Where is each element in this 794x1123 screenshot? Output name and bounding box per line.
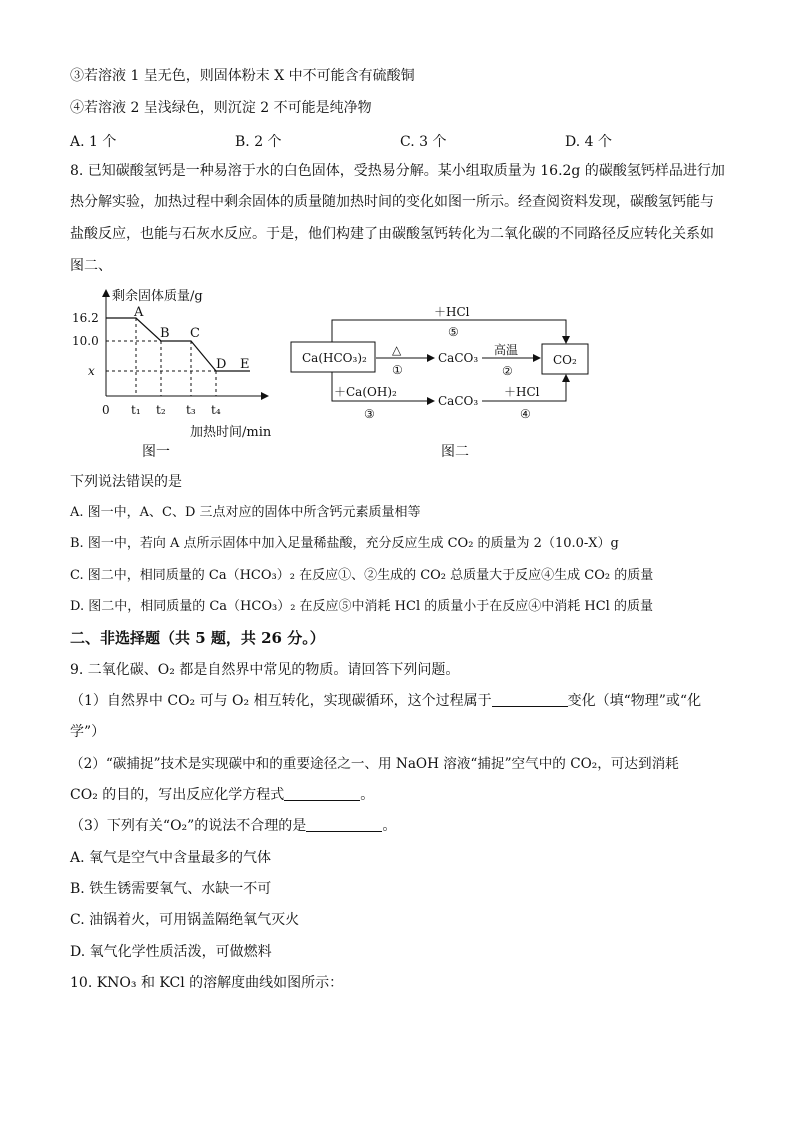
xtick-t1: t₁	[131, 403, 141, 417]
q8-stem-line-3: 盐酸反应，也能与石灰水反应。于是，他们构建了由碳酸氢钙转化为二氧化碳的不同路径反应转化关系如	[70, 226, 714, 242]
svg-text:Ca(HCO₃)₂: Ca(HCO₃)₂	[302, 351, 367, 365]
r2-condition: 高温	[494, 343, 519, 357]
caco3-lower: CaCO₃	[438, 394, 479, 408]
q9-part-1: （1）自然界中 CO₂ 可与 O₂ 相互转化，实现碳循环，这个过程属于 变化（填“物理”或“化	[70, 693, 702, 709]
point-a: A	[134, 305, 144, 320]
q7-option-d: D. 4 个	[565, 134, 612, 150]
r3-number: ③	[364, 407, 375, 421]
r5-condition: ＋HCl	[434, 305, 470, 319]
q9-option-b: B. 铁生锈需要氧气、水缺一不可	[70, 881, 272, 897]
origin-label: 0	[102, 403, 110, 417]
ytick-10-0: 10.0	[72, 334, 99, 348]
figure-2-diagram	[288, 298, 608, 430]
q8-stem-line-4: 图二、	[70, 258, 112, 274]
caco3-upper: CaCO₃	[438, 351, 479, 365]
q8-stem-line-1: 8. 已知碳酸氢钙是一种易溶于水的白色固体，受热易分解。某小组取质量为 16.2g 的碳酸氢钙样品进行加	[70, 163, 725, 179]
r1-number: ①	[392, 363, 403, 377]
ytick-x: x	[88, 364, 95, 378]
q8-option-a: A. 图一中，A、C、D 三点对应的固体中所含钙元素质量相等	[70, 505, 421, 520]
q7-statement-3: ③若溶液 1 呈无色，则固体粉末 X 中不可能含有硫酸铜	[70, 68, 415, 84]
q10-stem: 10. KNO₃ 和 KCl 的溶解度曲线如图所示：	[70, 975, 344, 991]
q7-statement-4: ④若溶液 2 呈浅绿色，则沉淀 2 不可能是纯净物	[70, 100, 372, 116]
q7-option-c: C. 3 个	[400, 134, 447, 150]
svg-text:CO₂: CO₂	[553, 353, 577, 367]
figure-1-graph	[68, 282, 288, 444]
figure-1-caption: 图一	[142, 444, 170, 460]
q9-option-c: C. 油锅着火，可用锅盖隔绝氧气灭火	[70, 912, 300, 928]
q9-option-d: D. 氧气化学性质活泼，可做燃料	[70, 944, 272, 960]
y-axis-label: 剩余固体质量/g	[112, 289, 203, 304]
q9-part-3: （3）下列有关“O₂”的说法不合理的是 。	[70, 818, 397, 834]
q7-option-a: A. 1 个	[70, 134, 117, 150]
q7-options	[70, 131, 730, 151]
r3-condition: ＋Ca(OH)₂	[334, 385, 397, 399]
q8-option-c: C. 图二中，相同质量的 Ca（HCO₃）₂ 在反应①、②生成的 CO₂ 总质量大于反应④生成 CO₂ 的质量	[70, 568, 654, 583]
q9-part-1-cont: 学”）	[70, 724, 106, 740]
r1-condition: △	[392, 343, 402, 357]
q9-part-2: （2）“碳捕捉”技术是实现碳中和的重要途径之一、用 NaOH 溶液“捕捉”空气中的 CO₂，可达到消耗	[70, 756, 679, 772]
section-2-title: 二、非选择题（共 5 题，共 26 分。）	[70, 629, 325, 647]
point-b: B	[160, 326, 170, 341]
q8-option-b: B. 图一中，若向 A 点所示固体中加入足量稀盐酸，充分反应生成 CO₂ 的质量为 2（10.0-X）g	[70, 536, 619, 551]
r5-number: ⑤	[448, 325, 459, 339]
q9-stem: 9. 二氧化碳、O₂ 都是自然界中常见的物质。请回答下列问题。	[70, 662, 460, 678]
q7-option-b: B. 2 个	[235, 134, 282, 150]
q9-blank-2[interactable]	[284, 786, 360, 801]
q9-blank-3[interactable]	[306, 817, 382, 832]
point-e: E	[240, 357, 250, 372]
r2-number: ②	[502, 364, 513, 378]
q9-blank-1[interactable]	[492, 692, 568, 707]
figure-2-caption: 图二	[441, 444, 469, 460]
mass-curve	[106, 318, 250, 371]
q8-stem-line-2: 热分解实验，加热过程中剩余固体的质量随加热时间的变化如图一所示。经查阅资料发现，碳酸氢钙能与	[70, 194, 714, 210]
q8-question: 下列说法错误的是	[70, 474, 182, 490]
q9-part-2-cont: CO₂ 的目的，写出反应化学方程式 。	[70, 787, 375, 803]
xtick-t2: t₂	[156, 403, 166, 417]
xtick-t4: t₄	[211, 403, 221, 417]
r4-number: ④	[520, 407, 531, 421]
point-d: D	[216, 357, 227, 372]
ytick-16-2: 16.2	[72, 311, 99, 325]
x-axis-label: 加热时间/min	[190, 425, 272, 440]
point-c: C	[190, 326, 200, 341]
q8-option-d: D. 图二中，相同质量的 Ca（HCO₃）₂ 在反应⑤中消耗 HCl 的质量小于在反应④中消耗 HCl 的质量	[70, 599, 653, 614]
xtick-t3: t₃	[186, 403, 196, 417]
q9-option-a: A. 氧气是空气中含量最多的气体	[70, 850, 272, 866]
r4-condition: ＋HCl	[504, 385, 540, 399]
